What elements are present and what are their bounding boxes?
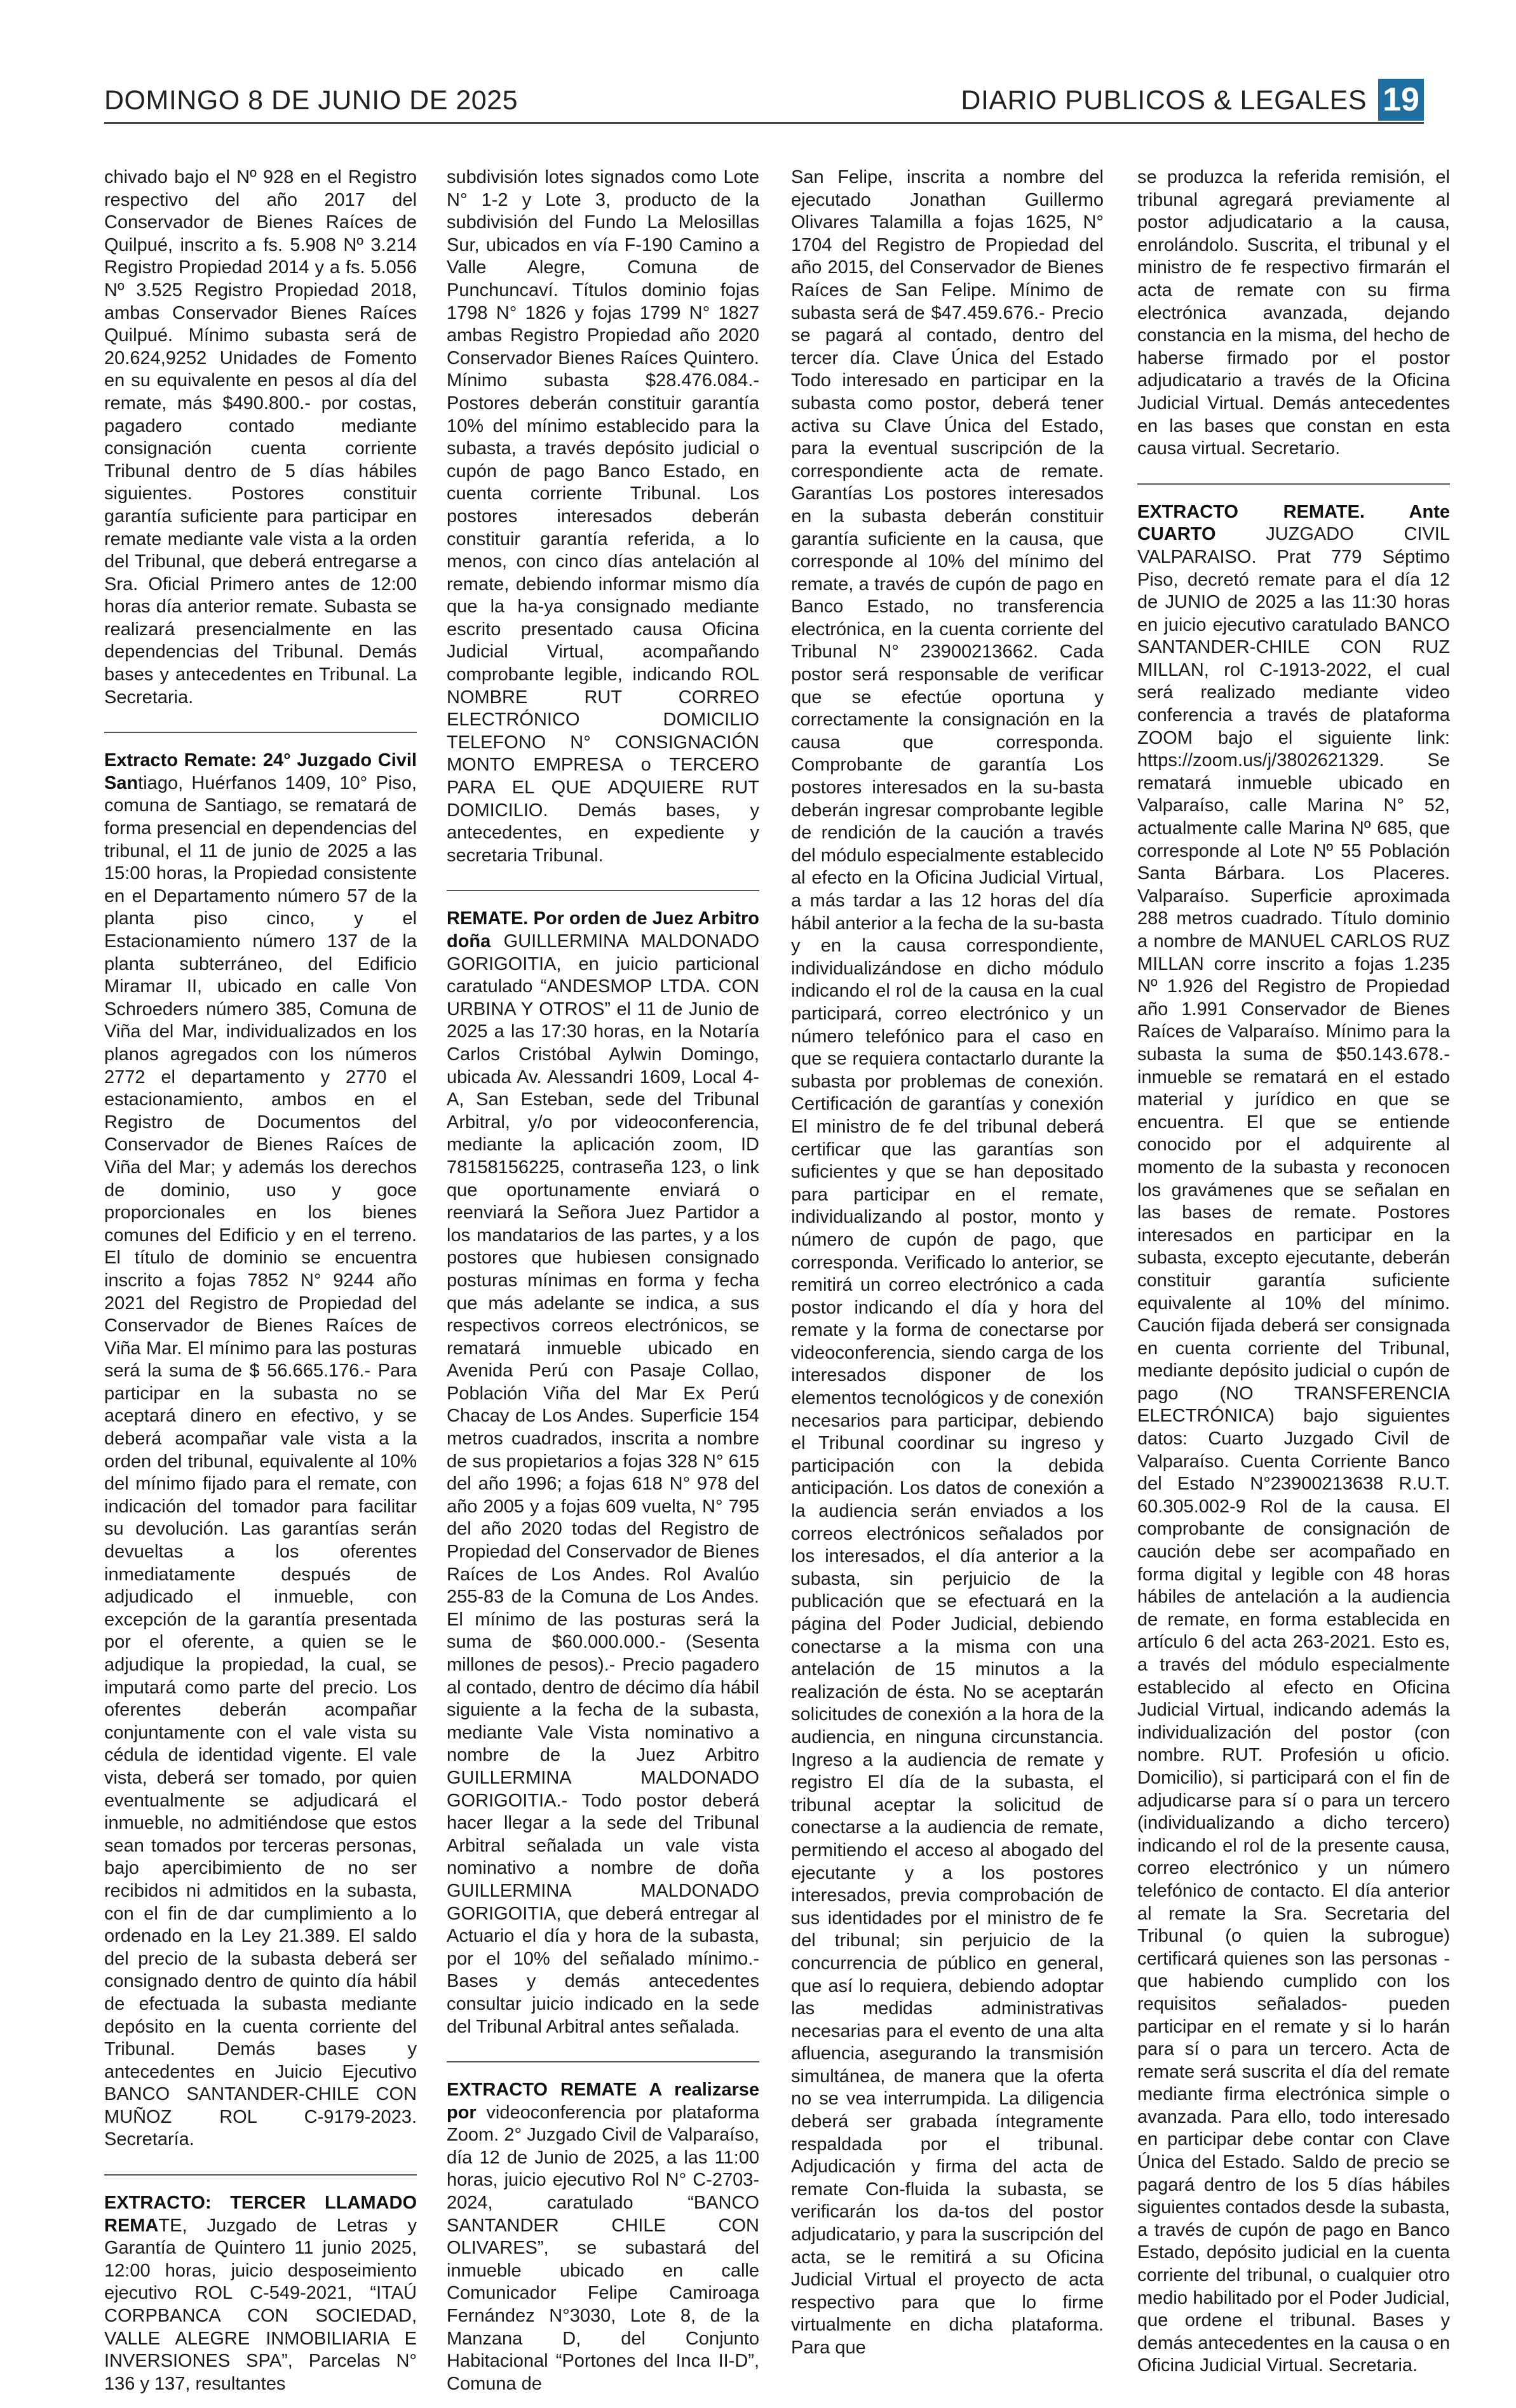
- column-1: [104, 166, 417, 2408]
- notice-body: se produzca la referida remisión, el tribunal agregará previamente al postor adjudicatario a la causa, enrolándolo. Suscrita, el tribunal y el ministro de fe respectivo firmarán el acta de remate con su firma electrónica avanzada, dejando constancia en la misma, del hecho de haberse firmado por el postor adjudicatario a través de la Oficina Judicial Virtual. Demás antecedentes en las bases que constan en esta causa virtual. Secretario.: [1137, 167, 1450, 459]
- notice-divider: [104, 2174, 417, 2176]
- notice-body: JUZGADO CIVIL VALPARAISO. Prat 779 Séptimo Piso, decretó remate para el día 12 de JUNIO de 2025 a las 11:30 horas en juicio ejecutivo caratulado BANCO SANTANDER-CHILE CON RUZ MILLAN, rol C-1913-2022, el cual será realizado mediante video conferencia a través de plataforma ZOOM bajo el siguiente link: https://zoom.us/j/3802621329. Se rematará inmueble ubicado en Valparaíso, calle Marina N° 52, actualmente calle Marina Nº 685, que corresponde al Lote Nº 55 Población Santa Bárbara. Los Placeres. Valparaíso. Superficie aproximada 288 metros cuadrado. Título dominio a nombre de MANUEL CARLOS RUZ MILLAN corre inscrito a fojas 1.235 Nº 1.926 del Registro de Propiedad año 1.991 Conservador de Bienes Raíces de Valparaíso. Mínimo para la subasta la suma de $50.143.678.- inmueble se rematará en el estado material y jurídico en que se encuentra. El que se entiende conocido por el adquirente al momento de la subasta y reconocen los gravámenes que se señalan en las bases de remate. Postores interesados en participar en la subasta, excepto ejecutante, deberán constituir garantía suficiente equivalente al 10% del mínimo. Caución fijada deberá ser consignada en cuenta corriente del Tribunal, mediante depósito judicial o cupón de pago (NO TRANSFERENCIA ELECTRÓNICA) bajo siguientes datos: Cuarto Juzgado Civil de Valparaíso. Cuenta Corriente Banco del Estado N°23900213638 R.U.T. 60.305.002-9 Rol de la causa. El comprobante de consignación de caución debe ser acompañado en forma digital y legible con 48 horas hábiles de antelación a la audiencia de remate, en forma establecida en artículo 6 del acta 263-2021. Esto es, a través del módulo especialmente establecido al efecto en Oficina Judicial Virtual, indicando además la individualización del postor (con nombre. RUT. Profesión u oficio. Domicilio), si participará con el fin de adjudicarse para sí o para un tercero (individualizando a dicho tercero) indicando el rol de la presente causa, correo electrónico y un número telefónico de contacto. El día anterior al remate la Sra. Secretaria del Tribunal (o quien la subrogue) certificará quienes son las personas -que habiendo cumplido con los requisitos señalados- pueden participar en el remate y si lo harán para sí o para un tercero. Acta de remate será suscrita el día del remate mediante firma electrónica simple o avanzada. Para ello, todo interesado en participar debe contar con Clave Única del Estado. Saldo de precio se pagará dentro de los 5 días hábiles siguientes contados desde la subasta, a través de cupón de pago en Banco Estado, depósito judicial en la cuenta corriente del tribunal, o cualquier otro medio habilitado por el Poder Judicial, que ordene el tribunal. Bases y demás antecedentes en la causa o en Oficina Judicial Virtual. Secretaria.: [1137, 524, 1450, 2376]
- page-number-badge: 19: [1378, 79, 1424, 121]
- notice-videoconferencia: [447, 2079, 759, 2408]
- notice-lead: REMATE. Por orden de Juez Arbitro doña: [447, 908, 759, 952]
- notice-body: videoconferencia por plataforma Zoom. 2° Juzgado Civil de Valparaíso, día 12 de Junio de 2025, a las 11:00 horas, juicio ejecutivo Rol N° C-2703-2024, caratulado “BANCO SANTANDER CHILE CON OLIVARES”, se subastará del inmueble ubicado en calle Comunicador Felipe Camiroaga Fernández N°3030, Lote 8, de la Manzana D, del Conjunto Habitacional “Portones del Inca II-D”, Comuna de: [447, 2102, 759, 2394]
- notice-body: GUILLERMINA MALDONADO GORIGOITIA, en juicio particional caratulado “ANDESMOP LTDA. CON URBINA Y OTROS” el 11 de Junio de 2025 a las 17:30 horas, en la Notaría Carlos Cristóbal Aylwin Domingo, ubicada Av. Alessandri 1609, Local 4-A, San Esteban, sede del Tribunal Arbitral, y/o por videoconferencia, mediante la aplicación zoom, ID 78158156225, contraseña 123, o link que oportunamente enviará o reenviará la Señora Juez Partidor a los mandatarios de las partes, y a los postores que hubiesen consignado posturas mínimas en forma y fecha que más adelante se indica, a sus respectivos correos electrónicos, se rematará inmueble ubicado en Avenida Perú con Pasaje Collao, Población Viña del Mar Ex Perú Chacay de Los Andes. Superficie 154 metros cuadrados, inscrita a nombre de sus propietarios a fojas 328 N° 615 del año 1996; a fojas 618 N° 978 del año 2005 y a fojas 609 vuelta, N° 795 del año 2020 todas del Registro de Propiedad del Conservador de Bienes Raíces de Los Andes. Rol Avalúo 255-83 de la Comuna de Los Andes. El mínimo de las posturas será la suma de $60.000.000.- (Sesenta millones de pesos).- Precio pagadero al contado, dentro de décimo día hábil siguiente a la fecha de la subasta, mediante Vale Vista nominativo a nombre de la Juez Arbitro GUILLERMINA MALDONADO GORIGOITIA.- Todo postor deberá hacer llegar a la sede del Tribunal Arbitral señalada un vale vista nominativo a nombre de doña GUILLERMINA MALDONADO GORIGOITIA, que deberá entregar al Actuario el día y hora de la subasta, por el 10% del señalado mínimo.- Bases y demás antecedentes consultar juicio indicado en la sede del Tribunal Arbitral antes señalada.: [447, 931, 760, 2037]
- column-2: [447, 166, 759, 2408]
- notice-lead: EXTRACTO REMATE. Ante CUARTO: [1137, 501, 1450, 545]
- notice-quintero-continued: [447, 166, 759, 880]
- notice-lead: EXTRACTO: TERCER LLAMADO REMA: [104, 2193, 417, 2236]
- notice-divider: [1137, 483, 1450, 485]
- notice-body: TE, Juzgado de Letras y Garantía de Quintero 11 junio 2025, 12:00 horas, juicio desposeimiento ejecutivo ROL C-549-2021, “ITAÚ CORPBANCA CON SOCIEDAD, VALLE ALEGRE INMOBILIARIA E INVERSIONES SPA”, Parcelas N° 136 y 137, resultantes: [104, 2215, 417, 2394]
- publication-title: DIARIO PUBLICOS & LEGALES: [961, 85, 1367, 116]
- notice-cuarto-juzgado: [1137, 501, 1450, 2390]
- notice-lead: EXTRACTO REMATE A realizarse por: [447, 2080, 759, 2123]
- notice-divider: [447, 890, 759, 891]
- column-4: [1137, 166, 1450, 2390]
- notice-body: San Felipe, inscrita a nombre del ejecutado Jonathan Guillermo Olivares Talamilla a fojas 1625, N° 1704 del Registro de Propiedad del año 2015, del Conservador de Bienes Raíces de San Felipe. Mínimo de subasta será de $47.459.676.- Precio se pagará al contado, dentro del tercer día. Clave Única del Estado Todo interesado en participar en la subasta como postor, deberá tener activa su Clave Única del Estado, para la eventual suscripción de la correspondiente acta de remate. Garantías Los postores interesados en la subasta deberán constituir garantía suficiente en la causa, que corresponde al 10% del mínimo del remate, a través de cupón de pago en Banco Estado, no transferencia electrónica, en la cuenta corriente del Tribunal N° 23900213662. Cada postor será responsable de verificar que se efectúe oportuna y correctamente la consignación en la causa que corresponda. Comprobante de garantía Los postores interesados en la su-basta deberán ingresar comprobante legible de rendición de la caución a través del módulo especialmente establecido al efecto en la Oficina Judicial Virtual, a más tardar a las 12 horas del día hábil anterior a la fecha de la su-basta y en la causa correspondiente, individualizándose en dicho módulo indicando el rol de la causa en la cual participará, correo electrónico y un número telefónico para el caso en que se requiera contactarlo durante la subasta por problemas de conexión. Certificación de garantías y conexión El ministro de fe del tribunal deberá certificar que las garantías son suficientes y que se han depositado para participar en el remate, individualizando al postor, monto y número de cupón de pago, que corresponda. Verificado lo anterior, se remitirá un correo electrónico a cada postor indicando el día y hora del remate y la forma de conectarse por videoconferencia, siendo carga de los interesados disponer de los elementos tecnológicos y de conexión necesarios para participar, debiendo el Tribunal coordinar su ingreso y participación con la debida anticipación. Los datos de conexión a la audiencia serán enviados a los correos electrónicos señalados por los interesados, el día anterior a la subasta, sin perjuicio de la publicación que se efectuará en la página del Poder Judicial, debiendo conectarse a la misma con una antelación de 15 minutos a la realización de ésta. No se aceptarán solicitudes de conexión a la hora de la audiencia, en ninguna circunstancia. Ingreso a la audiencia de remate y registro El día de la subasta, el tribunal aceptar la solicitud de conectarse a la audiencia de remate, permitiendo el acceso al abogado del ejecutante y a los postores interesados, previa comprobación de sus identidades por el ministro de fe del tribunal; sin perjuicio de la concurrencia de público en general, que así lo requiera, debiendo adoptar las medidas administrativas necesarias para el evento de una alta afluencia, asegurando la transmisión simultánea, de manera que la oferta no se vea interrumpida. La diligencia deberá ser grabada íntegramente respaldada por el tribunal. Adjudicación y firma del acta de remate Con-fluida la subasta, se verificarán los da-tos del postor adjudicatario, y para la suscripción del acta, se le remitirá a su Oficina Judicial Virtual el proyecto de acta respectivo para que lo firme virtualmente en dicha plataforma. Para que: [791, 167, 1104, 2358]
- notice-text: [1137, 501, 1450, 2378]
- notice-divider: [447, 2061, 759, 2062]
- notice-san-felipe-continued: [791, 166, 1104, 2372]
- notice-body: chivado bajo el Nº 928 en el Registro respectivo del año 2017 del Conservador de Bienes Raíces de Quilpué, inscrito a fs. 5.908 Nº 3.214 Registro Propiedad 2014 y a fs. 5.056 Nº 3.525 Registro Propiedad 2018, ambas Conservador Bienes Raíces Quilpué. Mínimo subasta será de 20.624,9252 Unidades de Fomento en su equivalente en pesos al día del remate, más $490.800.- por costas, pagadero contado mediante consignación cuenta corriente Tribunal dentro de 5 días hábiles siguientes. Postores constituir garantía suficiente para participar en remate mediante vale vista a la orden del Tribunal, que deberá entregarse a Sra. Oficial Primero antes de 12:00 horas día anterior remate. Subasta se realizará presencialmente en las dependencias del Tribunal. Demás bases y antecedentes en Tribunal. La Secretaria.: [104, 167, 417, 708]
- page-header: [104, 81, 1424, 124]
- column-3: [791, 166, 1104, 2372]
- notice-juez-arbitro: [447, 908, 759, 2051]
- notice-text: [447, 2079, 759, 2395]
- notice-body: subdivisión lotes signados como Lote N° 1-2 y Lote 3, producto de la subdivisión del Fundo La Melosillas Sur, ubicados en vía F-190 Camino a Valle Alegre, Comuna de Punchuncaví. Títulos dominio fojas 1798 N° 1826 y fojas 1799 N° 1827 ambas Registro Propiedad año 2020 Conservador Bienes Raíces Quintero. Mínimo subasta $28.476.084.- Postores deberán constituir garantía 10% del mínimo establecido para la subasta, a través depósito judicial o cupón de pago Banco Estado, en cuenta corriente Tribunal. Los postores interesados deberán constituir garantía referida, a lo menos, con cinco días antelación al remate, debiendo informar mismo día que la ha-ya consignado mediante escrito presentado causa Oficina Judicial Virtual, acompañando comprobante legible, indicando ROL NOMBRE RUT CORREO ELECTRÓNICO DOMICILIO TELEFONO N° CONSIGNACIÓN MONTO EMPRESA o TERCERO PARA EL QUE ADQUIERE RUT DOMICILIO. Demás bases, y antecedentes, en expediente y secretaria Tribunal.: [447, 167, 759, 866]
- notice-text: [104, 2192, 417, 2395]
- notice-tercer-llamado: [104, 2192, 417, 2408]
- notice-24-juzgado-civil: [104, 750, 417, 2164]
- notice-quilpue: [104, 166, 417, 722]
- notice-lead: Extracto Remate: 24° Juzgado Civil San: [104, 750, 417, 793]
- notice-text: [447, 908, 759, 2038]
- notice-divider: [104, 732, 417, 733]
- issue-date: DOMINGO 8 DE JUNIO DE 2025: [104, 85, 518, 116]
- notice-body: tiago, Huérfanos 1409, 10° Piso, comuna de Santiago, se rematará de forma presencial en dependencias del tribunal, el 11 de junio de 2025 a las 15:00 horas, la Propiedad consistente en el Departamento número 57 de la planta piso cinco, y el Estacionamiento número 137 de la planta subterráneo, del Edificio Miramar II, ubicado en calle Von Schroeders número 385, Comuna de Viña del Mar, individualizados en los planos agregados con los números 2772 el departamento y 2770 el estacionamiento, ambos en el Registro de Documentos del Conservador de Bienes Raíces de Viña del Mar; y además los derechos de dominio, uso y goce proporcionales en los bienes comunes del Edificio y en el terreno. El título de dominio se encuentra inscrito a fojas 7852 N° 9244 año 2021 del Registro de Propiedad del Conservador de Bienes Raíces de Viña Mar. El mínimo para las posturas será la suma de $ 56.665.176.- Para participar en la subasta no se aceptará dinero en efectivo, y se deberá acompañar vale vista a la orden del tribunal, equivalente al 10% del mínimo fijado para el remate, con indicación del tomador para facilitar su devolución. Las garantías serán devueltas a los oferentes inmediatamente después de adjudicado el inmueble, con excepción de la garantía presentada por el oferente, a quien se le adjudique la propiedad, la cual, se imputará como parte del precio. Los oferentes deberán acompañar conjuntamente con el vale vista su cédula de identidad vigente. El vale vista, deberá ser tomado, por quien eventualmente se adjudicará el inmueble, no admitiéndose que estos sean tomados por terceras personas, bajo apercibimiento de no ser recibidos ni admitidos en la subasta, con el fin de dar cumplimiento a lo ordenado en la Ley 21.389. El saldo del precio de la subasta deberá ser consignado dentro de quinto día hábil de efectuada la subasta mediante depósito en la cuenta corriente del Tribunal. Demás bases y antecedentes en Juicio Ejecutivo BANCO SANTANDER-CHILE CON MUÑOZ ROL C-9179-2023. Secretaría.: [104, 772, 417, 2150]
- notice-text: [104, 750, 417, 2151]
- notice-san-felipe-end: [1137, 166, 1450, 473]
